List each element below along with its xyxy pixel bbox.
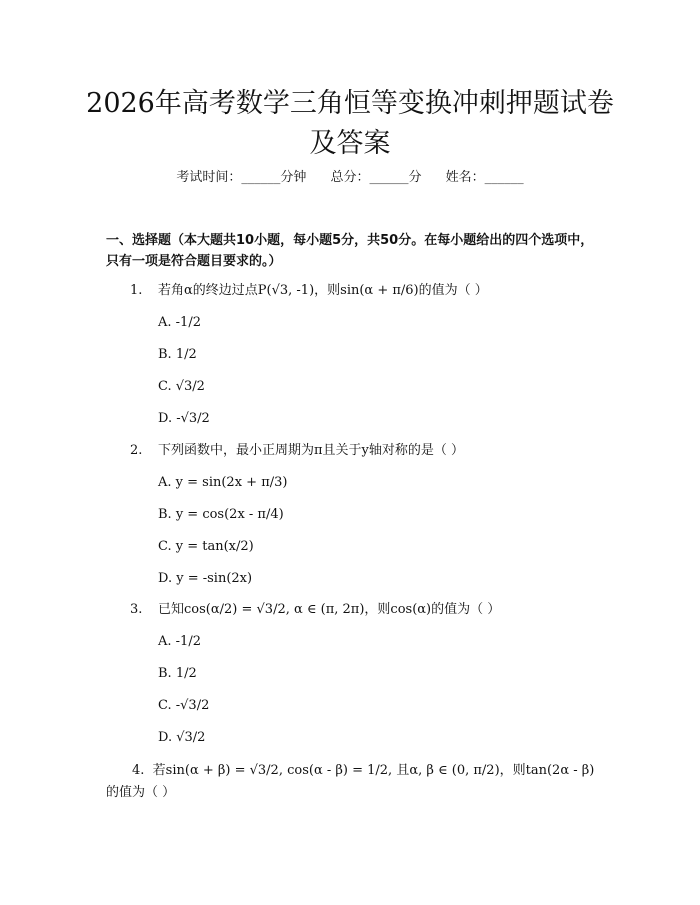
title-line-2: 及答案 bbox=[309, 128, 391, 159]
page-title bbox=[0, 84, 700, 164]
option-2a: A. y = sin(2x + π/3) bbox=[158, 475, 288, 490]
question-text: 下列函数中，最小正周期为π且关于y轴对称的是（ ） bbox=[158, 443, 465, 458]
question-text: 若sin(α + β) = √3/2, cos(α - β) = 1/2, 且α, β ∈ (0, π/2)，则tan(2α - β)的值为（ ） bbox=[106, 763, 595, 800]
option-3a: A. -1/2 bbox=[158, 634, 201, 649]
question-text: 已知cos(α/2) = √3/2, α ∈ (π, 2π)，则cos(α)的值为（ ） bbox=[158, 602, 501, 617]
question-4 bbox=[106, 760, 606, 804]
exam-score: 总分：______分 bbox=[330, 170, 422, 185]
option-1a: A. -1/2 bbox=[158, 315, 201, 330]
option-3d: D. √3/2 bbox=[158, 730, 206, 745]
question-3 bbox=[130, 600, 500, 620]
question-number: 3. bbox=[130, 602, 143, 617]
option-1d: D. -√3/2 bbox=[158, 411, 210, 426]
option-1c: C. √3/2 bbox=[158, 379, 205, 394]
option-2d: D. y = -sin(2x) bbox=[158, 571, 253, 586]
exam-meta bbox=[0, 168, 700, 188]
question-number: 1. bbox=[130, 283, 143, 298]
section-heading: 一、选择题（本大题共10小题，每小题5分，共50分。在每小题给出的四个选项中，只有一项是符合题目要求的。） bbox=[106, 233, 594, 269]
exam-name: 姓名：______ bbox=[445, 170, 524, 185]
option-3b: B. 1/2 bbox=[158, 666, 197, 681]
title-line-1: 2026年高考数学三角恒等变换冲刺押题试卷 bbox=[86, 88, 614, 119]
question-2 bbox=[130, 441, 464, 461]
option-3c: C. -√3/2 bbox=[158, 698, 210, 713]
option-1b: B. 1/2 bbox=[158, 347, 197, 362]
exam-time: 考试时间：______分钟 bbox=[176, 170, 307, 185]
question-1 bbox=[130, 281, 488, 301]
question-text: 若角α的终边过点P(√3, -1)，则sin(α + π/6)的值为（ ） bbox=[158, 283, 488, 298]
question-number: 4. bbox=[132, 763, 145, 778]
option-2b: B. y = cos(2x - π/4) bbox=[158, 507, 284, 522]
question-number: 2. bbox=[130, 443, 143, 458]
option-2c: C. y = tan(x/2) bbox=[158, 539, 254, 554]
